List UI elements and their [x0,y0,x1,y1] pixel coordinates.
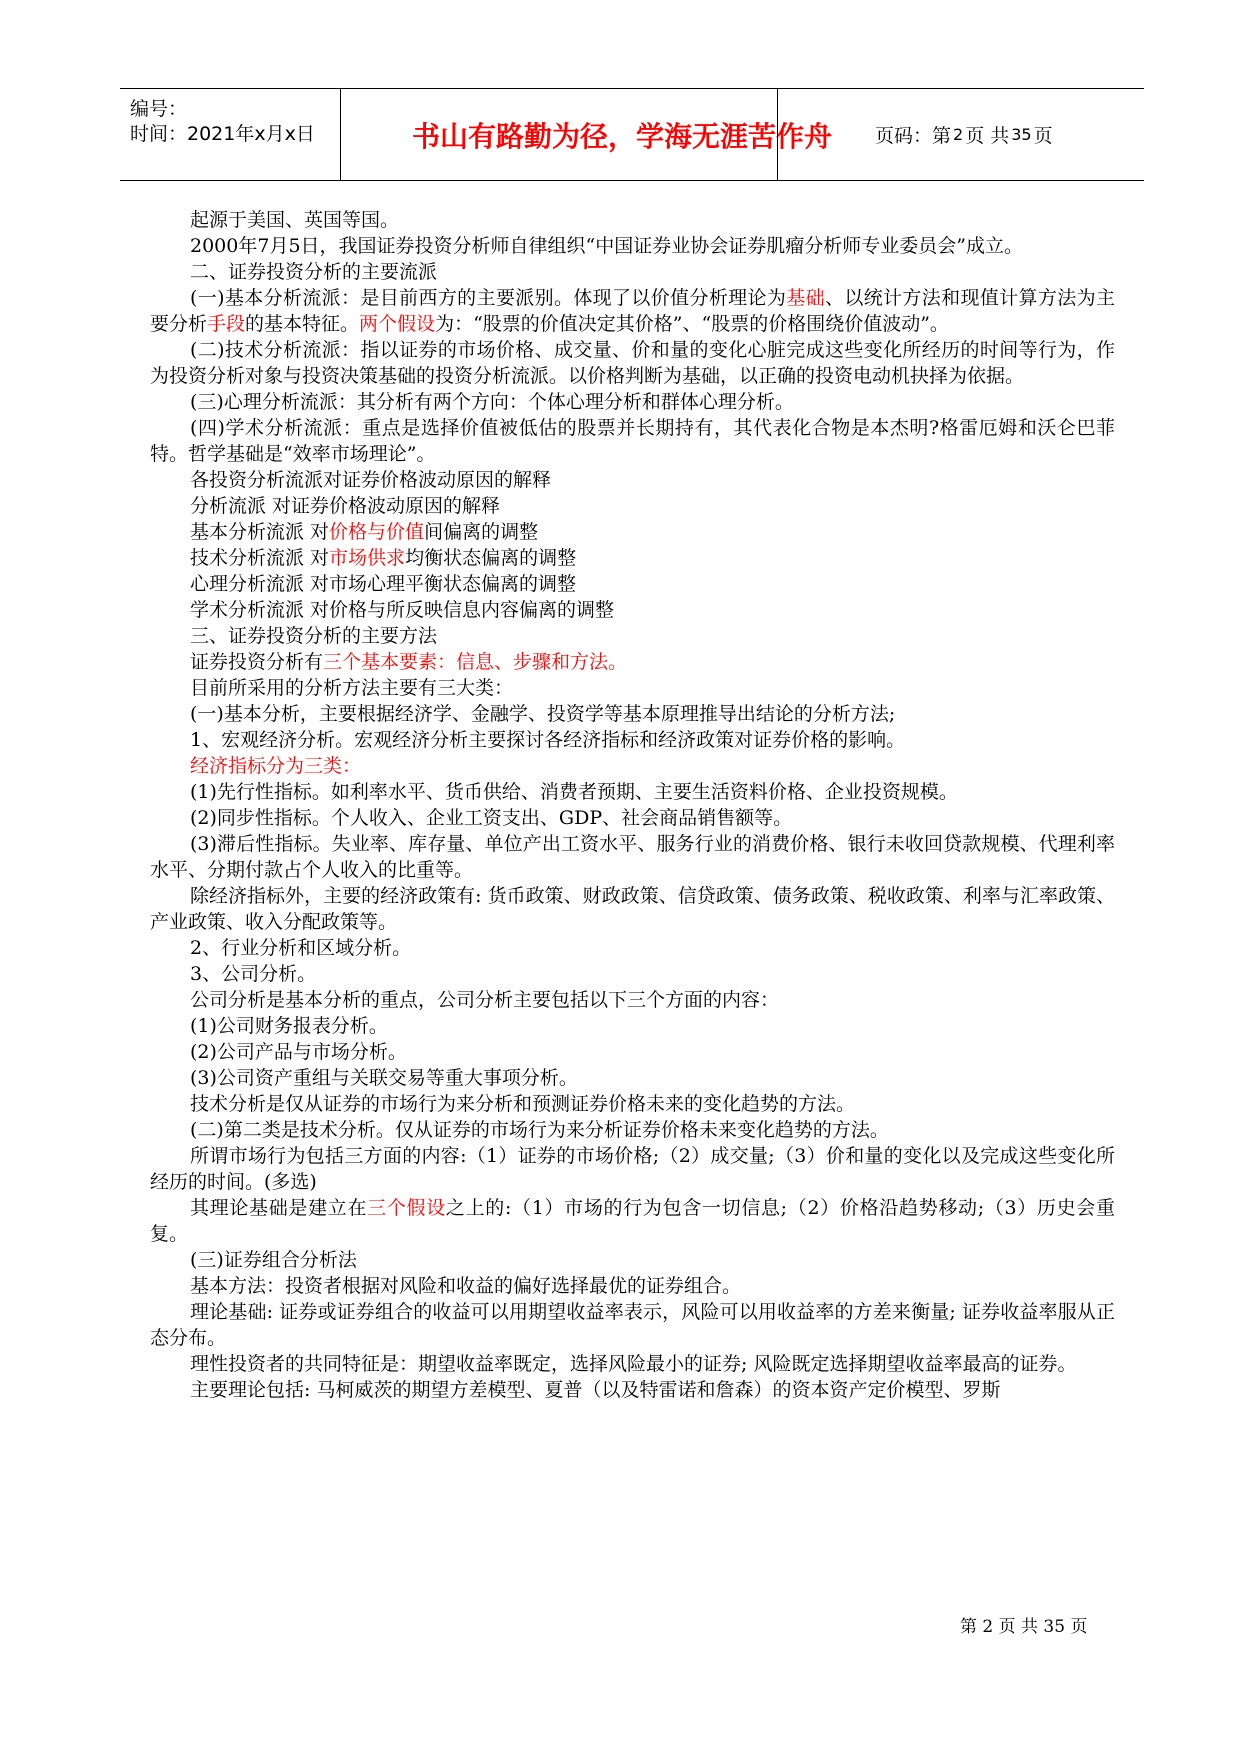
text-span: (一)基本分析流派：是目前西方的主要派别。体现了以价值分析理论为 [190,287,787,309]
text-span: 之上的:（1）市场的行为包含一切信息;（2）价格沿趋势移动;（3）历史会重复。 [150,1197,1115,1245]
highlighted-text: 价格与价值 [329,521,425,543]
highlighted-text: 基础 [786,287,825,309]
text-span: 间偏离的调整 [424,521,539,543]
highlighted-text: 三个基本要素：信息、步骤和方法。 [323,651,628,673]
paragraph: 1、宏观经济分析。宏观经济分析主要探讨各经济指标和经济政策对证券价格的影响。 [190,729,906,751]
paragraph: 起源于美国、英国等国。 [190,209,400,231]
paragraph: (1)公司财务报表分析。 [190,1015,388,1037]
header-motto: 书山有路勤为径，学海无涯苦作舟 [411,119,832,153]
highlighted-paragraph: 经济指标分为三类： [190,755,362,777]
page-mid: 页 共 [965,125,1010,147]
paragraph: 分析流派 对证券价格波动原因的解释 [190,495,501,517]
paragraph: 基本方法：投资者根据对风险和收益的偏好选择最优的证券组合。 [190,1275,742,1297]
document-body [150,207,1115,1403]
document-date: 时间：2021年x月x日 [130,123,315,145]
paragraph: (3)公司资产重组与关联交易等重大事项分析。 [190,1067,578,1089]
page-total: 35 [1011,125,1032,144]
document-number-label: 编号： [130,98,188,120]
paragraph: 心理分析流派 对市场心理平衡状态偏离的调整 [190,573,577,595]
paragraph: 所谓市场行为包括三方面的内容:（1）证券的市场价格;（2）成交量;（3）价和量的变化以及完成这些变化所经历的时间。(多选) [150,1145,1115,1193]
highlighted-text: 两个假设 [359,313,436,335]
paragraph: (2)同步性指标。个人收入、企业工资支出、GDP、社会商品销售额等。 [190,807,793,829]
page-footer: 第 2 页 共 35 页 [960,1617,1088,1637]
paragraph [150,519,1115,545]
text-span: 均衡状态偏离的调整 [405,547,577,569]
text-span: 基本分析流派 对 [190,521,330,543]
text-span: 证券投资分析有 [190,651,324,673]
paragraph: 理论基础: 证券或证券组合的收益可以用期望收益率表示，风险可以用收益率的方差来衡量; 证券收益率服从正态分布。 [150,1301,1115,1349]
paragraph: 3、公司分析。 [190,963,317,985]
header-divider [340,89,341,180]
header-page-info [875,89,1135,180]
paragraph [150,649,1115,675]
paragraph: (2)公司产品与市场分析。 [190,1041,407,1063]
paragraph: (1)先行性指标。如利率水平、货币供给、消费者预期、主要生活资料价格、企业投资规模。 [190,781,958,803]
paragraph: 技术分析是仅从证券的市场行为来分析和预测证券价格未来的变化趋势的方法。 [190,1093,856,1115]
paragraph: 除经济指标外，主要的经济政策有: 货币政策、财政政策、信贷政策、债务政策、税收政策、利率与汇率政策、产业政策、收入分配政策等。 [150,885,1115,933]
section-heading: 三、证券投资分析的主要方法 [190,625,438,647]
paragraph: 2000年7月5日，我国证券投资分析师自律组织“中国证券业协会证券肌瘤分析师专业委员会”成立。 [190,235,1023,257]
text-span: 、以统计方法和现值计算方法为主要分析 [150,287,1115,335]
page-number: 2 [953,125,964,144]
highlighted-text: 市场供求 [329,547,406,569]
paragraph: (三)证券组合分析法 [190,1249,357,1271]
highlighted-text: 三个假设 [367,1197,446,1219]
paragraph: 2、行业分析和区域分析。 [190,937,412,959]
paragraph: (一)基本分析，主要根据经济学、金融学、投资学等基本原理推导出结论的分析方法; [190,703,896,725]
page-prefix: 页码：第 [875,125,952,147]
paragraph: 理性投资者的共同特征是：期望收益率既定，选择风险最小的证券; 风险既定选择期望收益率最高的证券。 [190,1353,1077,1375]
header-divider [777,89,778,180]
paragraph [150,545,1115,571]
paragraph: 主要理论包括: 马柯威茨的期望方差模型、夏普（以及特雷诺和詹森）的资本资产定价模型、罗斯 [190,1379,1001,1401]
text-span: 为：“股票的价值决定其价格”、“股票的价格围绕价值波动”。 [435,313,949,335]
page-suffix: 页 [1033,125,1053,147]
text-span: 其理论基础是建立在 [190,1197,368,1219]
paragraph: (四)学术分析流派：重点是选择价值被低估的股票并长期持有，其代表化合物是本杰明?格雷厄姆和沃仑巴菲特。哲学基础是“效率市场理论”。 [150,417,1115,465]
paragraph: 学术分析流派 对价格与所反映信息内容偏离的调整 [190,599,615,621]
paragraph: (二)第二类是技术分析。仅从证券的市场行为来分析证券价格未来变化趋势的方法。 [190,1119,889,1141]
paragraph: 公司分析是基本分析的重点，公司分析主要包括以下三个方面的内容： [190,989,780,1011]
paragraph: (二)技术分析流派：指以证券的市场价格、成交量、价和量的变化心脏完成这些变化所经历的时间等行为，作为投资分析对象与投资决策基础的投资分析流派。以价格判断为基础，以正确的投资电动机抉择为依据。 [150,339,1115,387]
paragraph [150,285,1115,337]
page-header [120,88,1144,181]
paragraph [150,1195,1115,1247]
highlighted-text: 手段 [207,313,246,335]
paragraph: (3)滞后性指标。失业率、库存量、单位产出工资水平、服务行业的消费价格、银行未收回贷款规模、代理利率水平、分期付款占个人收入的比重等。 [150,833,1115,881]
paragraph: 各投资分析流派对证券价格波动原因的解释 [190,469,552,491]
paragraph: (三)心理分析流派：其分析有两个方向：个体心理分析和群体心理分析。 [190,391,794,413]
text-span: 技术分析流派 对 [190,547,330,569]
text-span: 的基本特征。 [245,313,360,335]
section-heading: 二、证券投资分析的主要流派 [190,261,438,283]
paragraph: 目前所采用的分析方法主要有三大类： [190,677,514,699]
